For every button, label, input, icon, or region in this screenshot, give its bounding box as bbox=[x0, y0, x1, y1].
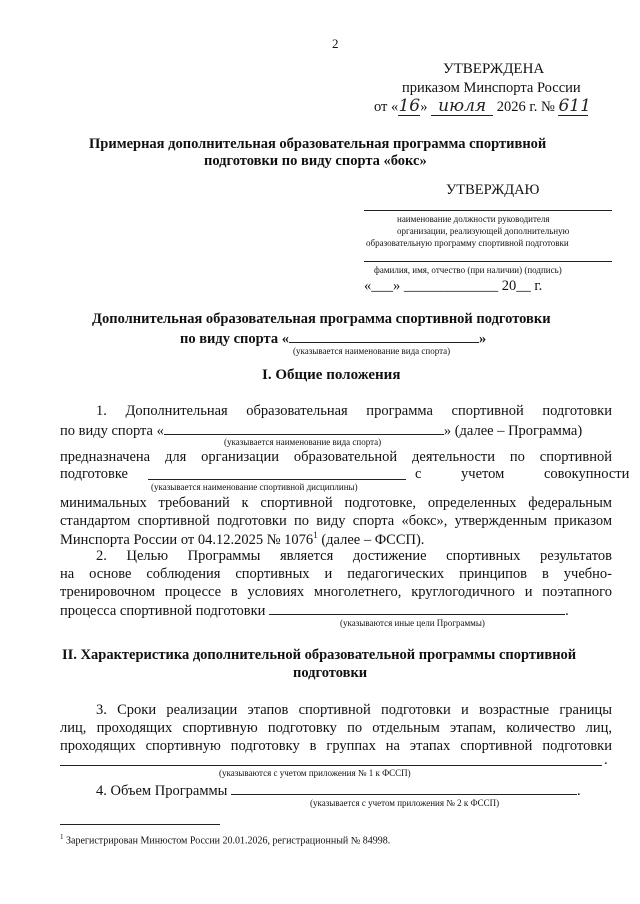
p1-caption2: (указывается наименование спортивной дисциплины) bbox=[151, 482, 358, 492]
p1-caption1: (указывается наименование вида спорта) bbox=[224, 437, 382, 447]
approval-date bbox=[374, 96, 591, 116]
section1-heading: I. Общие положения bbox=[262, 367, 401, 383]
program-title-line2 bbox=[180, 330, 486, 347]
p1-line7-a: Минспорта России от 04.12.2025 № 1076 bbox=[60, 531, 314, 548]
approve-caption1-l3: образовательную программу спортивной подготовки bbox=[366, 238, 569, 248]
page-number: 2 bbox=[332, 36, 339, 51]
p2-caption: (указываются иные цели Программы) bbox=[340, 618, 485, 628]
main-title-line2: подготовки по виду спорта «бокс» bbox=[204, 153, 427, 169]
p1-line6: стандартом спортивной подготовки по виду спорта «бокс», утвержденным приказом bbox=[60, 513, 612, 529]
p2-line4-end: . bbox=[565, 603, 569, 619]
p4-line1-text: 4. Объем Программы bbox=[96, 783, 228, 799]
section2-heading-l2: подготовки bbox=[293, 665, 368, 681]
footnote-marker: 1 bbox=[60, 833, 64, 841]
main-title-line1: Примерная дополнительная образовательная программа спортивной bbox=[89, 136, 547, 152]
program-title-prefix: по виду спорта « bbox=[180, 331, 289, 347]
p3-line1: 3. Сроки реализации этапов спортивной подготовки и возрастные границы bbox=[96, 702, 612, 718]
p2-line4-text: процесса спортивной подготовки bbox=[60, 603, 266, 619]
section2-heading-l1: II. Характеристика дополнительной образовательной программы спортивной bbox=[62, 647, 577, 663]
p1-line2-blank bbox=[164, 422, 444, 435]
p1-line5: минимальных требований к спортивной подготовке, определенных федеральным bbox=[60, 495, 612, 511]
p3-line4-blank bbox=[60, 765, 602, 766]
approve-caption2: фамилия, имя, отчество (при наличии) (подпись) bbox=[374, 265, 562, 275]
p2-line1: 2. Целью Программы является достижение спортивных результатов bbox=[96, 548, 612, 564]
approve-line2 bbox=[364, 261, 612, 262]
approve-line1 bbox=[364, 210, 612, 211]
approval-number: 611 bbox=[558, 96, 591, 116]
p3-line3: проходящих спортивную подготовку в группах на этапах спортивной подготовки bbox=[60, 738, 612, 754]
p4-caption: (указывается с учетом приложения № 2 к ФССП) bbox=[310, 798, 500, 808]
approval-date-mid: » bbox=[420, 99, 428, 115]
p1-line4-a: подготовке bbox=[60, 466, 128, 482]
program-title-caption: (указывается наименование вида спорта) bbox=[293, 346, 451, 356]
p1-line4-b: с учетом совокупности bbox=[415, 466, 630, 482]
p2-line4-blank bbox=[269, 602, 565, 615]
approve-date-line: «___» _____________ 20__ г. bbox=[364, 278, 543, 294]
p3-line4-end: . bbox=[604, 752, 608, 768]
p4-line1 bbox=[96, 782, 581, 799]
approval-month: июля bbox=[431, 98, 493, 116]
p1-line2-suffix: » (далее – Программа) bbox=[443, 423, 583, 439]
p1-line7 bbox=[60, 531, 424, 547]
program-title-blank bbox=[289, 330, 479, 343]
approve-caption1-l1: наименование должности руководителя bbox=[397, 214, 550, 224]
approve-title: УТВЕРЖДАЮ bbox=[446, 182, 540, 198]
p1-line2-prefix: по виду спорта « bbox=[60, 423, 164, 439]
p2-line4 bbox=[60, 602, 569, 619]
p1-line4-blank bbox=[148, 479, 406, 480]
approval-year: 2026 г. № bbox=[496, 99, 555, 115]
footnote-ref: 1 bbox=[313, 530, 318, 540]
p1-line1: 1. Дополнительная образовательная программа спортивной подготовки bbox=[96, 403, 612, 419]
p4-line1-end: . bbox=[577, 783, 581, 799]
p2-line2: на основе соблюдения спортивных и педагогических принципов в учебно- bbox=[60, 566, 612, 582]
program-title-suffix: » bbox=[478, 331, 487, 347]
approval-line2: приказом Минспорта России bbox=[402, 80, 581, 96]
footnote-separator bbox=[60, 824, 220, 825]
approval-day: 16 bbox=[398, 96, 421, 116]
approve-caption1-l2: организации, реализующей дополнительную bbox=[397, 226, 570, 236]
p3-caption: (указываются с учетом приложения № 1 к ФССП) bbox=[219, 768, 411, 778]
p1-line3: предназначена для организации образовательной деятельности по спортивной bbox=[60, 449, 612, 465]
footnote bbox=[60, 834, 390, 846]
p1-line7-b: (далее – ФССП). bbox=[317, 531, 425, 548]
approval-title: УТВЕРЖДЕНА bbox=[443, 61, 545, 77]
p4-line1-blank bbox=[231, 782, 577, 795]
p3-line2: лиц, проходящих спортивную подготовку по отдельным этапам, количество лиц, bbox=[60, 720, 612, 736]
program-title-line1: Дополнительная образовательная программа спортивной подготовки bbox=[92, 311, 551, 327]
approval-date-prefix: от « bbox=[374, 99, 399, 115]
footnote-text: Зарегистрирован Минюстом России 20.01.2026, регистрационный № 84998. bbox=[63, 835, 391, 847]
p2-line3: тренировочном процессе в условиях многолетнего, круглогодичного и поэтапного bbox=[60, 584, 612, 600]
